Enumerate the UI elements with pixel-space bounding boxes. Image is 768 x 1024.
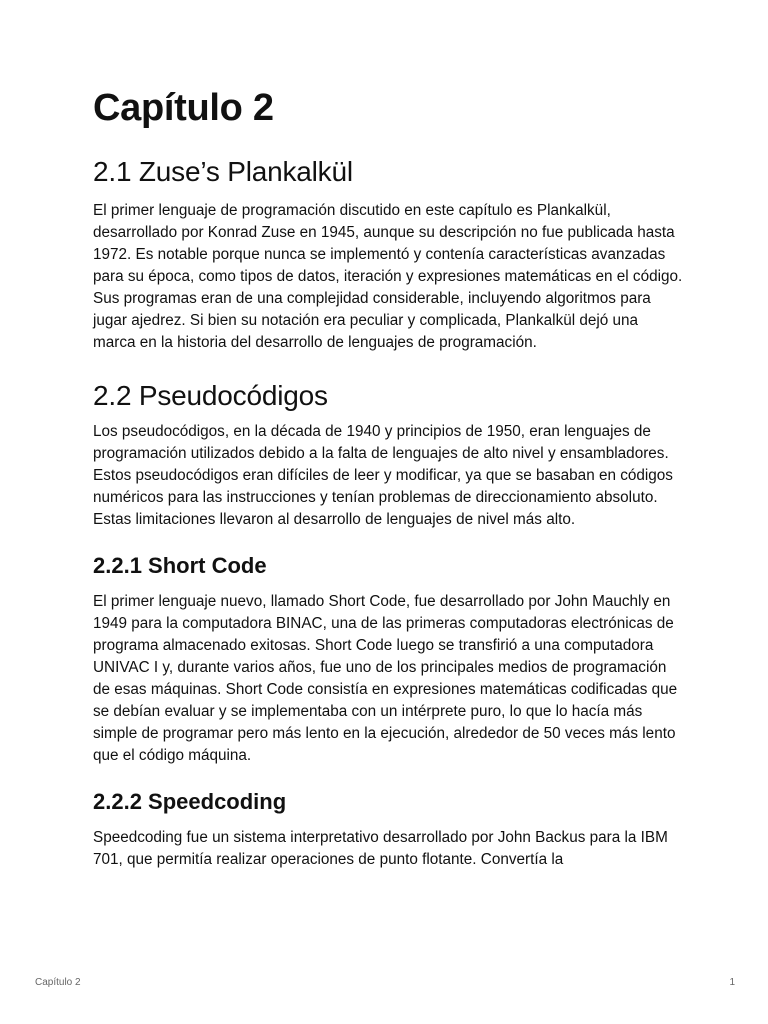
spacer — [93, 767, 683, 787]
section-title-2-2-2: 2.2.2 Speedcoding — [93, 789, 287, 814]
section-body-2-1: El primer lenguaje de programación discutido en este capítulo es Plankalkül, desarrollado por Konrad Zuse en 1945, aunque su descripción no fue publicada hasta 1972. Es notable porque nunca se implementó y contenía características avanzadas para su época, como tipos de datos, iteración y expresiones matemáticas en el código. Sus programas eran de una complejidad considerable, incluyendo algoritmos para jugar ajedrez. Si bien su notación era peculiar y complicada, Plankalkül dejó una marca en la historia del desarrollo de lenguajes de programación. — [93, 202, 683, 351]
section-title-2-1: 2.1 Zuse’s Plankalkül — [93, 156, 353, 187]
footer-chapter-label: Capítulo 2 — [35, 977, 81, 988]
spacer — [93, 354, 683, 378]
section-body-2-2-1: El primer lenguaje nuevo, llamado Short Code, fue desarrollado por John Mauchly en 1949 para la computadora BINAC, una de las primeras computadoras electrónicas de programa almacenado exitosas. Short Code luego se transfirió a una computadora UNIVAC I y, durante varios años, fue uno de los principales medios de programación de esas máquinas. Short Code consistía en expresiones matemáticas codificadas que se debían evaluar y se implementaba con un intérprete puro, lo que lo hacía más simple de programar pero más lento en la ejecución, alrededor de 50 veces más lento que el código máquina. — [93, 593, 678, 764]
chapter-title: Capítulo 2 — [93, 87, 274, 129]
section-body-2-2: Los pseudocódigos, en la década de 1940 y principios de 1950, eran lenguajes de programación utilizados debido a la falta de lenguajes de alto nivel y ensambladores. Estos pseudocódigos eran difíciles de leer y modificar, ya que se basaban en códigos numéricos para las instrucciones y tenían problemas de direccionamiento absoluto. Estas limitaciones llevaron al desarrollo de lenguajes de nivel más alto. — [93, 423, 673, 528]
spacer — [93, 531, 683, 551]
section-title-2-2: 2.2 Pseudocódigos — [93, 380, 328, 411]
footer-page-number: 1 — [729, 977, 735, 988]
section-2-2-2 — [93, 787, 683, 871]
section-body-2-2-2: Speedcoding fue un sistema interpretativo desarrollado por John Backus para la IBM 701, que permitía realizar operaciones de punto flotante. Convertía la — [93, 829, 668, 868]
document-page — [93, 84, 683, 871]
section-2-1 — [93, 154, 683, 354]
section-title-2-2-1: 2.2.1 Short Code — [93, 553, 267, 578]
section-2-2 — [93, 378, 683, 531]
section-2-2-1 — [93, 551, 683, 767]
